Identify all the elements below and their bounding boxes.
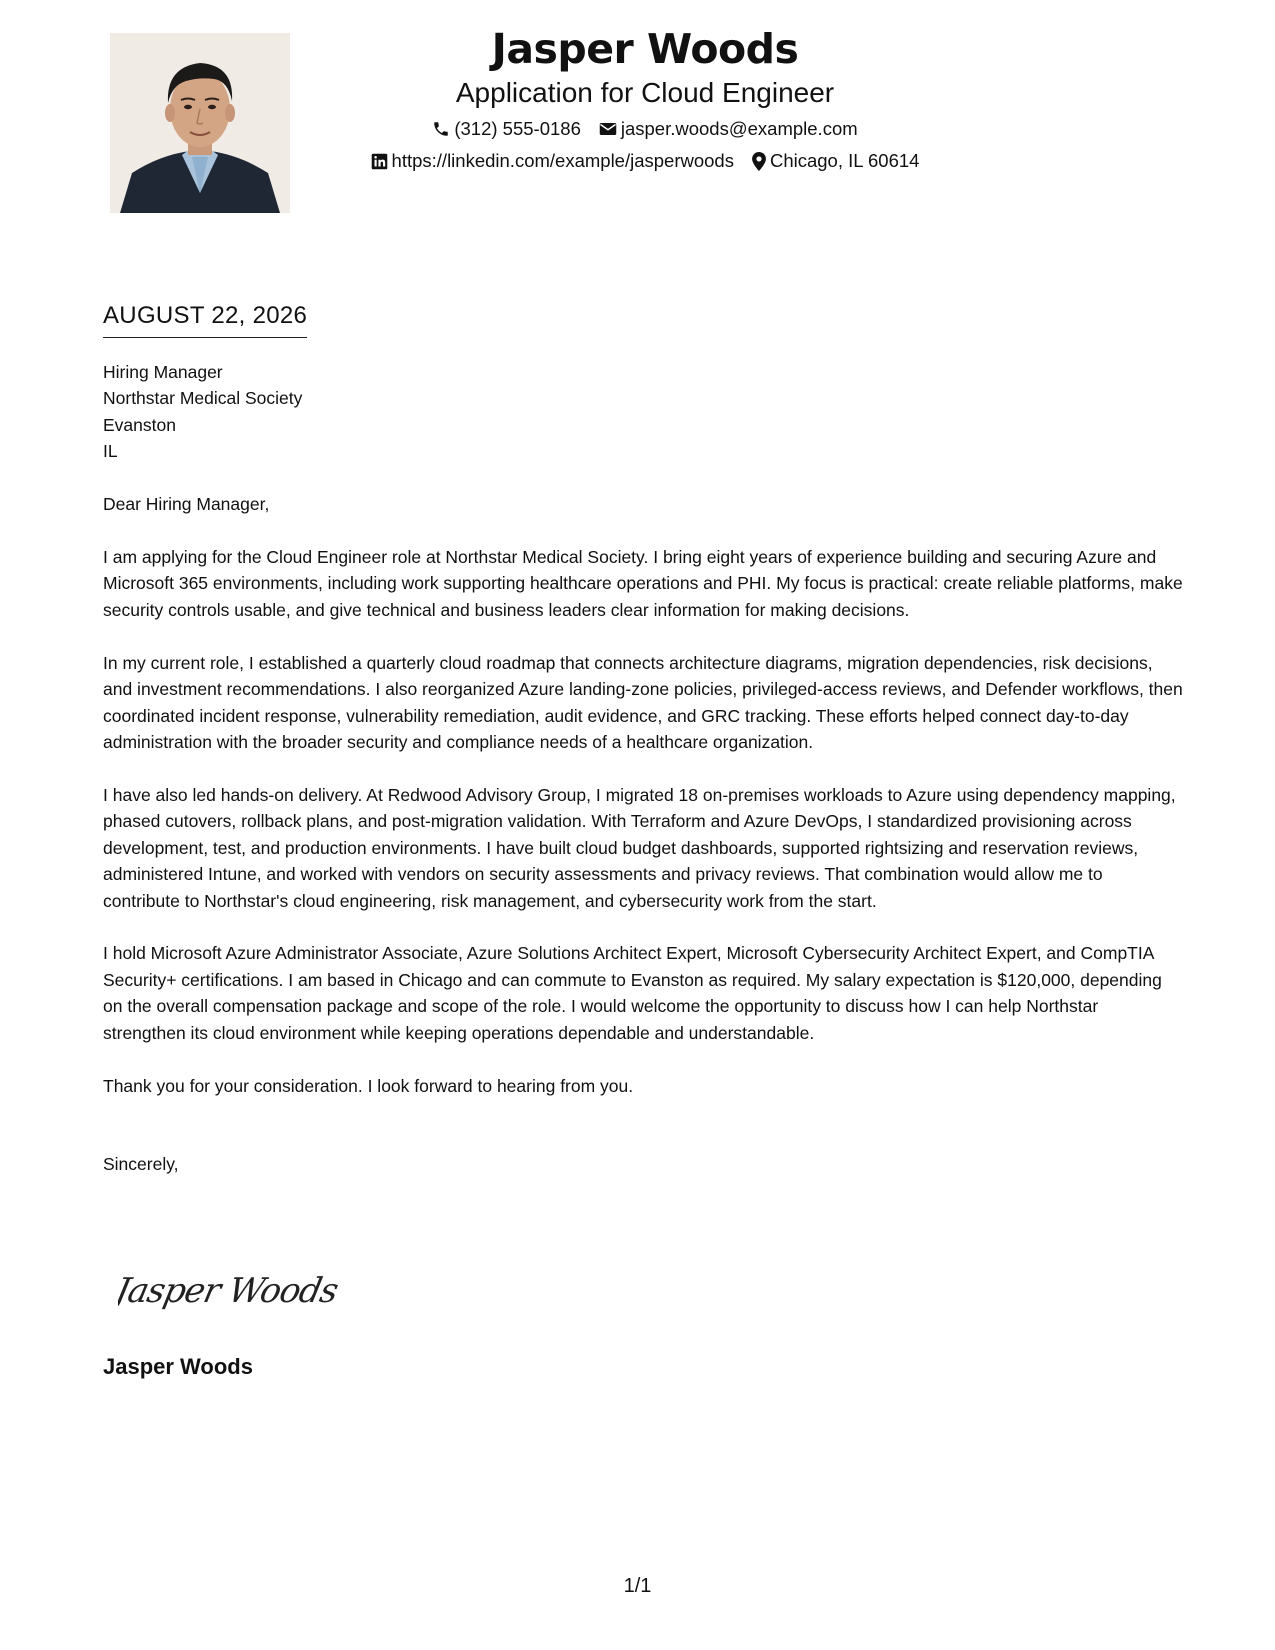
letter-body xyxy=(103,359,1183,1177)
phone-text: (312) 555-0186 xyxy=(454,118,581,139)
portrait-image xyxy=(110,33,290,213)
recipient-organization: Northstar Medical Society xyxy=(103,388,303,409)
letter-header xyxy=(290,22,1000,174)
handwritten-signature xyxy=(118,1262,358,1317)
linkedin-text[interactable]: https://linkedin.com/example/jasperwoods xyxy=(391,150,734,171)
paragraph-certifications: I hold Microsoft Azure Administrator Associate, Azure Solutions Architect Expert, Microsoft Cybersecurity Architect Expert, and CompTIA Security+ certifications. I am based in Chicago and can commute to Evanston as required. My salary expectation is $120,000, depending on the overall compensation package and scope of the role. I would welcome the opportunity to discuss how I can help Northstar strengthen its cloud environment while keeping operations dependable and understandable. xyxy=(103,943,1162,1043)
recipient-title: Hiring Manager xyxy=(103,362,223,382)
envelope-icon xyxy=(599,121,617,137)
paragraph-current-role: In my current role, I established a quarterly cloud roadmap that connects architecture diagrams, migration dependencies, risk decisions, and investment recommendations. I also reorganized Azure landing-zone policies, privileged-access reviews, and Defender workflows, then coordinated incident response, vulnerability remediation, audit evidence, and GRC tracking. These efforts helped connect day-to-day administration with the broader security and compliance needs of a healthcare organization. xyxy=(103,652,1183,752)
map-marker-icon xyxy=(752,152,766,171)
profile-photo xyxy=(110,33,290,213)
closing: Sincerely, xyxy=(103,1153,179,1174)
svg-text:Jasper Woods: Jasper Woods xyxy=(118,1271,342,1311)
signer-name: Jasper Woods xyxy=(103,1354,253,1379)
contact-row-primary xyxy=(290,116,1000,142)
location-text: Chicago, IL 60614 xyxy=(769,150,920,171)
linkedin-icon xyxy=(371,153,388,170)
application-role: Application for Cloud Engineer xyxy=(455,77,835,108)
paragraph-intro: I am applying for the Cloud Engineer role at Northstar Medical Society. I bring eight years of experience building and securing Azure and Microsoft 365 environments, including work supporting healthcare operations and PHI. My focus is practical: create reliable platforms, make security controls usable, and give technical and business leaders clear information for making decisions. xyxy=(103,547,1183,620)
contact-row-secondary xyxy=(290,148,1000,174)
contact-linkedin[interactable] xyxy=(371,148,734,174)
recipient-address xyxy=(103,359,1183,465)
phone-icon xyxy=(432,120,450,138)
page-number: 1/1 xyxy=(623,1575,652,1597)
recipient-city: Evanston xyxy=(103,414,176,435)
recipient-state: IL xyxy=(103,441,118,462)
salutation: Dear Hiring Manager, xyxy=(103,494,270,515)
paragraph-thanks: Thank you for your consideration. I look forward to hearing from you. xyxy=(103,1075,634,1096)
contact-location xyxy=(752,148,919,174)
applicant-name: Jasper Woods xyxy=(491,25,799,73)
contact-email[interactable] xyxy=(599,116,858,142)
letter-date: AUGUST 22, 2026 xyxy=(103,300,307,338)
letter-date-block xyxy=(103,300,307,338)
contact-phone xyxy=(432,116,581,142)
email-text[interactable]: jasper.woods@example.com xyxy=(620,118,858,139)
paragraph-delivery: I have also led hands-on delivery. At Redwood Advisory Group, I migrated 18 on-premises workloads to Azure using dependency mapping, phased cutovers, rollback plans, and post-migration validation. With Terraform and Azure DevOps, I standardized provisioning across development, test, and production environments. I have built cloud budget dashboards, supported rightsizing and reservation reviews, administered Intune, and worked with vendors on security assessments and privacy reviews. That combination would allow me to contribute to Northstar's cloud engineering, risk management, and cybersecurity work from the start. xyxy=(103,784,1176,911)
